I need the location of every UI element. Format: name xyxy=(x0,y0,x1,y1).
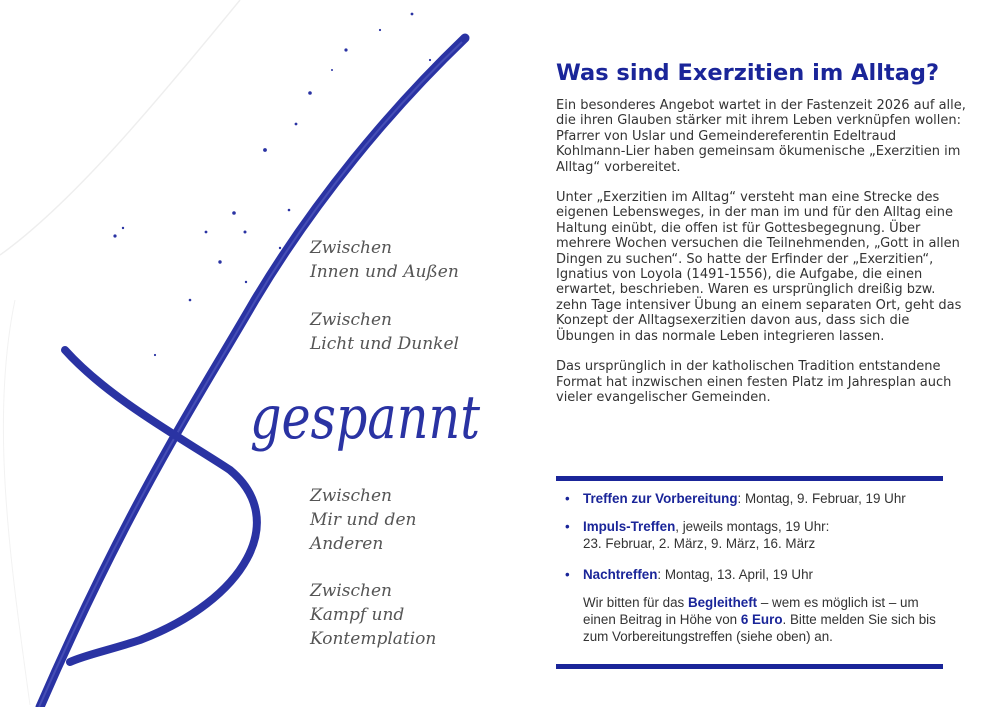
poem-stanza-3 xyxy=(310,484,416,556)
note-text: . Bitte melden Sie sich bis zum Vorbereitungstreffen (siehe oben) an. xyxy=(583,612,936,644)
article-paragraph: Das ursprünglich in der katholischen Tradition entstandene Format hat inzwischen einen festen Platz im Jahresplan auch vieler evangelischer Gemeinden. xyxy=(556,359,952,405)
date-item xyxy=(563,518,953,552)
poem-stanza-1 xyxy=(310,236,459,284)
poem-line: Zwischen xyxy=(310,486,393,506)
poem-line: Zwischen xyxy=(310,238,393,258)
dates-box xyxy=(563,490,953,645)
poem-line: Licht und Dunkel xyxy=(310,334,459,354)
date-item xyxy=(563,490,953,507)
poem-stanza-2 xyxy=(310,308,459,356)
bullet-icon: • xyxy=(565,567,570,582)
poem-line: Zwischen xyxy=(310,310,393,330)
date-item xyxy=(563,566,953,583)
article-paragraph: Unter „Exerzitien im Alltag“ versteht man eine Strecke des eigenen Lebensweges, in der man im und für den Alltag eine Haltung einübt, die offen ist für Gottesbegegnung. Über mehrere Wochen versuchen die Teilnehmenden, „Gott in allen Dingen zu suchen“. So hatte der Erfinder der „Exerzitien“, Ignatius von Loyola (1491-1556), die Aufgabe, die einen erwartet, beschrieben. Waren es ursprünglich dreißig bzw. zehn Tage intensiver Übung an einem separaten Ort, geht das Konzept der Alltagsexerzitien davon aus, dass sich die Übungen in das normale Leben integrieren lassen. xyxy=(556,190,962,344)
note-highlight-amount: 6 Euro xyxy=(740,612,783,627)
ink-splatter xyxy=(113,13,431,357)
paper-edge-curve xyxy=(3,300,30,705)
note-text: – wem es möglich ist – um einen Beitrag in Höhe von xyxy=(583,595,919,627)
article-paragraph: Ein besonderes Angebot wartet in der Fastenzeit 2026 auf alle, die ihren Glauben stärker mit ihrem Leben verknüpfen wollen: Pfarrer von Uslar und Gemeindereferentin Edeltraud Kohlmann-Lier haben gemeinsam ökumenische „Exerzitien im Alltag“ vorbereitet. xyxy=(556,98,966,175)
date-item-label: Treffen zur Vorbereitung xyxy=(583,491,738,506)
background-curve xyxy=(0,0,240,255)
date-item-label: Nachtreffen xyxy=(583,567,658,582)
bullet-icon: • xyxy=(565,519,570,534)
bullet-icon: • xyxy=(565,491,570,506)
date-item-text: , jeweils montags, 19 Uhr: xyxy=(675,519,830,534)
article-title: Was sind Exerzitien im Alltag? xyxy=(556,60,940,86)
poem-line: Innen und Außen xyxy=(310,262,459,282)
brush-stroke-loop xyxy=(65,350,257,662)
contribution-note xyxy=(563,594,953,645)
note-highlight-booklet: Begleitheft xyxy=(687,595,758,610)
poem-line: Zwischen xyxy=(310,581,393,601)
date-item-text: : Montag, 9. Februar, 19 Uhr xyxy=(737,491,906,506)
bottom-divider xyxy=(556,664,943,669)
note-text: Wir bitten für das xyxy=(583,595,688,610)
date-item-text: : Montag, 13. April, 19 Uhr xyxy=(657,567,813,582)
poem-stanza-4 xyxy=(310,579,436,651)
poem-line: Kontemplation xyxy=(310,629,437,649)
date-item-detail: 23. Februar, 2. März, 9. März, 16. März xyxy=(583,536,816,551)
top-divider xyxy=(556,476,943,481)
date-item-label: Impuls-Treffen xyxy=(583,519,676,534)
poem-line: Anderen xyxy=(310,534,384,554)
poem-line: Kampf und xyxy=(310,605,405,625)
article xyxy=(556,60,966,420)
poem-line: Mir und den xyxy=(310,510,417,530)
gespannt-lettering: gespannt xyxy=(250,383,481,453)
